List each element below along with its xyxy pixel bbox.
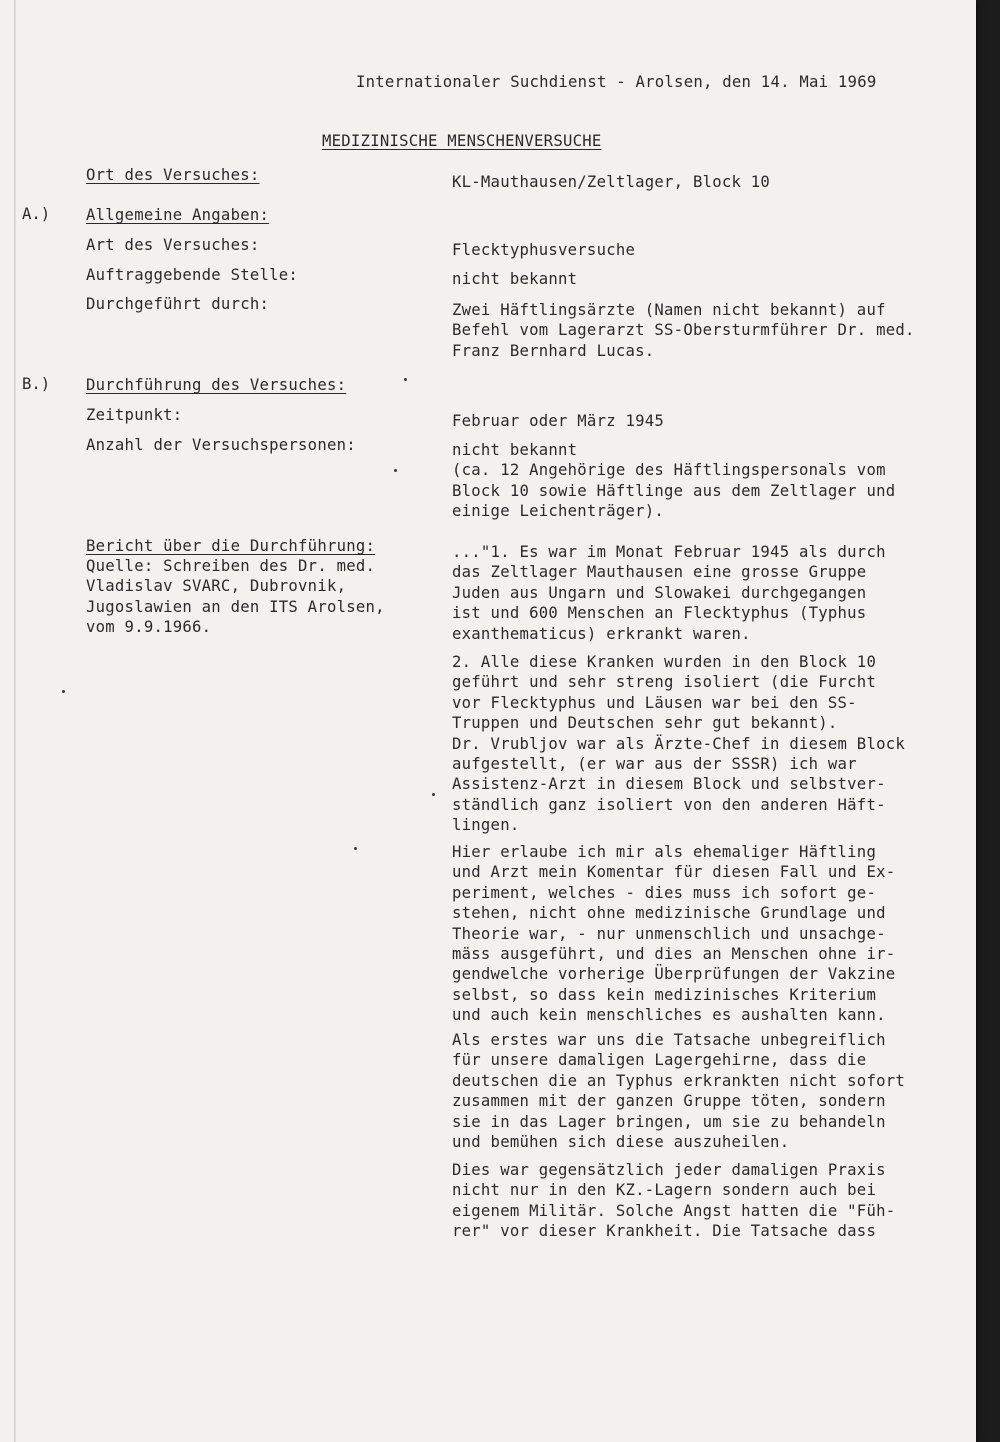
document-title: MEDIZINISCHE MENSCHENVERSUCHE	[322, 132, 602, 150]
value-ort: KL-Mauthausen/Zeltlager, Block 10	[452, 173, 771, 191]
value-zeitpunkt: Februar oder März 1945	[452, 412, 665, 430]
paper-speck	[394, 469, 397, 472]
label-anzahl: Anzahl der Versuchspersonen:	[86, 436, 356, 454]
label-durchfuehrung: Durchführung des Versuches:	[86, 376, 347, 394]
header-place-date: Internationaler Suchdienst - Arolsen, den 14. Mai 1969	[356, 73, 877, 91]
label-bericht: Bericht über die Durchführung:	[86, 537, 376, 555]
section-b-marker: B.)	[22, 375, 51, 393]
report-paragraph-2: 2. Alle diese Kranken wurden in den Block 10 geführt und sehr streng isoliert (die Furcht vor Flecktyphus und Läusen war bei den SS- Truppen und Deutschen sehr gut bekannt). Dr. Vrubljov war als Ärzte-Chef in diesem Block aufgestellt, (er war aus der SSSR) ich war Assistenz-Arzt in diesem Block und selbstver- ständlich ganz isoliert von den anderen Häft- lingen.	[452, 653, 905, 835]
paper-speck	[404, 378, 407, 381]
report-paragraph-5: Dies war gegensätzlich jeder damaligen Praxis nicht nur in den KZ.-Lagern sondern auch bei eigenem Militär. Solche Angst hatten die "Füh- rer" vor dieser Krankheit. Die Tatsache dass	[452, 1161, 896, 1241]
report-paragraph-1: ..."1. Es war im Monat Februar 1945 als durch das Zeltlager Mauthausen eine grosse Gruppe Juden aus Ungarn und Slowakei durchgegangen ist und 600 Menschen an Flecktyphus (Typhus exanthematicus) erkrankt waren.	[452, 543, 886, 643]
value-art: Flecktyphusversuche	[452, 241, 636, 259]
section-a-marker: A.)	[22, 205, 51, 223]
source-reference: Quelle: Schreiben des Dr. med. Vladislav SVARC, Dubrovnik, Jugoslawien an den ITS Arolsen, vom 9.9.1966.	[86, 557, 385, 637]
label-art: Art des Versuches:	[86, 236, 260, 254]
label-allgemeine: Allgemeine Angaben:	[86, 206, 270, 224]
label-durchgefuehrt: Durchgeführt durch:	[86, 295, 270, 313]
value-durchgefuehrt: Zwei Häftlingsärzte (Namen nicht bekannt) auf Befehl vom Lagerarzt SS-Obersturmführer Dr. med. Franz Bernhard Lucas.	[452, 301, 915, 360]
label-zeitpunkt: Zeitpunkt:	[86, 406, 183, 424]
report-paragraph-3: Hier erlaube ich mir als ehemaliger Häftling und Arzt mein Komentar für diesen Fall und Ex- periment, welches - dies muss ich sofort ge- stehen, nicht ohne medizinische Grundlage und Theorie war, - nur unmenschlich und unsachge- mäss ausgeführt, und dies an Menschen ohne ir- gendwelche vorherige Überprüfungen der Vakzine selbst, so dass kein medizinisches Kriterium und auch kein menschliches es aushalten kann.	[452, 843, 896, 1025]
value-auftraggebende: nicht bekannt	[452, 270, 578, 288]
value-anzahl: nicht bekannt (ca. 12 Angehörige des Häftlingspersonals vom Block 10 sowie Häftlinge aus dem Zeltlager und einige Leichenträger).	[452, 441, 896, 521]
paper-speck	[62, 690, 65, 693]
report-paragraph-4: Als erstes war uns die Tatsache unbegreiflich für unsere damaligen Lagergehirne, dass die deutschen die an Typhus erkrankten nicht sofort zusammen mit der ganzen Gruppe töten, sondern sie in das Lager bringen, um sie zu behandeln und bemühen sich diese auszuheilen.	[452, 1031, 905, 1152]
paper-speck	[432, 793, 435, 796]
label-ort: Ort des Versuches:	[86, 166, 260, 184]
label-auftraggebende: Auftraggebende Stelle:	[86, 266, 299, 284]
paper-speck	[354, 847, 357, 850]
